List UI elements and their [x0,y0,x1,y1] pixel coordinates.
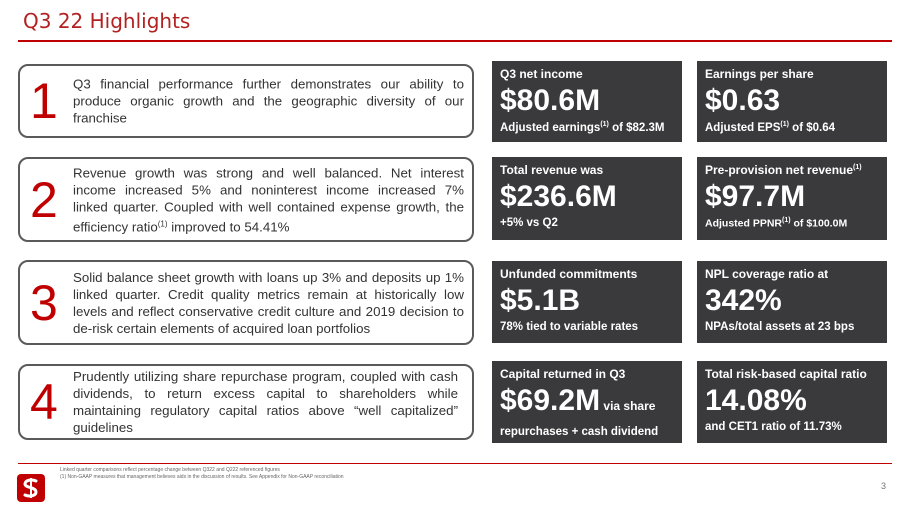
card-value: 14.08% [705,384,807,417]
card-subtext: 78% tied to variable rates [500,321,639,333]
card-npl-coverage [697,261,887,343]
card-net-income [492,61,682,142]
page-number: 3 [881,481,887,491]
title-divider [18,40,892,42]
card-value: $236.6M [500,180,617,213]
footer-divider [18,463,892,464]
page-title: Q3 22 Highlights [23,9,191,33]
card-subtext: and CET1 ratio of 11.73% [705,421,842,433]
card-value: $0.63 [705,84,781,117]
card-label: Total risk-based capital ratio [705,367,867,381]
point-text: Solid balance sheet growth with loans up 3% and deposits up 1% linked quarter. Credit quality metrics remain at historically low levels and reflect conservative credit culture and 2019 decision to de-risk certain elements of acquired loan portfolios [73,269,464,336]
footnote-linked-quarter: Linked quarter comparisons reflect percentage change between Q322 and Q222 referenced figures [60,467,280,473]
card-subtext: Adjusted PPNR$^{(1)}$ of $100.0M [705,217,848,230]
footnote-non-gaap: (1) Non-GAAP measures that management believes aids in the discussion of results. See Appendix for Non-GAAP reconciliation [60,474,344,480]
card-risk-capital-ratio [697,361,887,443]
card-unfunded-commitments [492,261,682,343]
card-label: Total revenue was [500,163,604,177]
company-logo-icon [17,474,45,502]
card-label: Earnings per share [705,67,814,81]
card-label: NPL coverage ratio at [705,267,829,281]
point-number: 3 [30,274,58,331]
card-value: $5.1B [500,284,581,317]
card-subtext: +5% vs Q2 [500,217,558,229]
card-subtext: Adjusted earnings$^{(1)}$ of $82.3M [500,121,665,134]
card-label: Q3 net income [500,67,583,81]
card-label: Capital returned in Q3 [500,367,626,381]
point-number: 2 [30,171,58,228]
highlight-point-2 [18,157,474,242]
card-value: $69.2M via share [500,384,656,417]
card-subtext: repurchases + cash dividend [500,426,659,438]
card-label: Pre-provision net revenue$^{(1)}$ [705,163,862,177]
card-value: 342% [705,284,782,317]
card-total-revenue [492,157,682,240]
highlight-point-3 [18,260,474,345]
card-value: $97.7M [705,180,806,213]
point-number: 4 [30,374,58,430]
card-label: Unfunded commitments [500,267,638,281]
highlight-point-4 [18,364,474,440]
card-subtext: Adjusted EPS$^{(1)}$ of $0.64 [705,121,835,134]
point-text: Prudently utilizing share repurchase program, coupled with cash dividends, to return excess capital to shareholders while maintaining regulatory capital ratios above “well capitalized” guidelines [73,369,458,435]
highlight-point-1 [18,64,474,138]
card-ppnr [697,157,887,240]
card-capital-returned [492,361,682,443]
point-text: Revenue growth was strong and well balanced. Net interest income increased 5% and noninterest income increased 7% linked quarter. Coupled with well contained expense growth, the efficiency ratio$^{(1)}$ improved to 54.41% [73,164,464,235]
card-subtext: NPAs/total assets at 23 bps [705,321,855,333]
card-value: $80.6M [500,84,601,117]
point-text: Q3 financial performance further demonstrates our ability to produce organic growth and the geographic diversity of our franchise [73,76,464,126]
point-number: 1 [30,73,58,129]
card-eps [697,61,887,142]
